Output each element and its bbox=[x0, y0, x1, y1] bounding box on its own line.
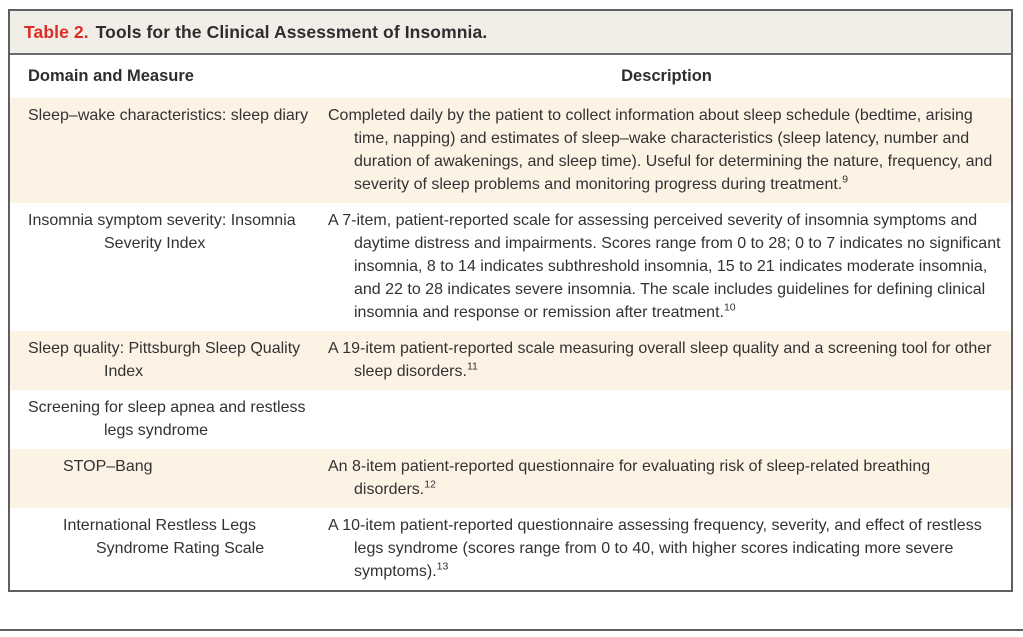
reference-number: 12 bbox=[424, 478, 436, 491]
description-cell bbox=[320, 203, 1011, 331]
table-row-insomnia-severity-index bbox=[10, 203, 1011, 331]
domain-cell: Screening for sleep apnea and restless legs syndrome bbox=[28, 399, 306, 439]
description-cell bbox=[320, 98, 1011, 203]
table-number-label: Table 2. bbox=[24, 21, 89, 42]
bottom-double-rule bbox=[0, 629, 1023, 631]
domain-cell: Insomnia symptom severity: Insomnia Severity Index bbox=[28, 212, 296, 252]
domain-cell: STOP–Bang bbox=[63, 458, 153, 475]
table-body bbox=[10, 98, 1011, 590]
table-row-sleep-diary bbox=[10, 98, 1011, 203]
table-row-irls-rating-scale bbox=[10, 508, 1011, 590]
domain-cell: International Restless Legs Syndrome Rating Scale bbox=[63, 517, 265, 557]
table-row-stop-bang bbox=[10, 449, 1011, 508]
reference-number: 13 bbox=[436, 560, 449, 573]
column-header-description: Description bbox=[621, 67, 712, 85]
table-row-pittsburgh-sleep-quality-index bbox=[10, 331, 1011, 390]
reference-number: 11 bbox=[466, 360, 478, 373]
column-header-domain-and-measure: Domain and Measure bbox=[28, 67, 194, 85]
table-title-bar bbox=[10, 11, 1011, 55]
description-text: Completed daily by the patient to collect information about sleep schedule (bedtime, arising time, napping) and estimates of sleep–wake characteristics (sleep latency, number and duration of awakenings, and sleep time). Useful for determining the nature, frequency, and severity of sleep problems and monitoring progress during treatment. bbox=[328, 107, 993, 193]
table-title-text: Tools for the Clinical Assessment of Insomnia. bbox=[95, 21, 488, 42]
domain-cell: Sleep–wake characteristics: sleep diary bbox=[28, 107, 309, 124]
reference-number: 9 bbox=[842, 173, 849, 186]
table-2-insomnia-assessment bbox=[8, 9, 1013, 592]
reference-number: 10 bbox=[723, 301, 736, 314]
column-header-row bbox=[10, 55, 1011, 98]
description-cell bbox=[320, 449, 1011, 508]
domain-cell: Sleep quality: Pittsburgh Sleep Quality Index bbox=[28, 340, 301, 380]
description-text: An 8-item patient-reported questionnaire for evaluating risk of sleep-related breathing disorders. bbox=[328, 458, 931, 498]
description-text: A 10-item patient-reported questionnaire assessing frequency, severity, and effect of restless legs syndrome (scores range from 0 to 40, with higher scores indicating more severe symptoms). bbox=[328, 517, 982, 580]
table-row-screening-apnea-rls bbox=[10, 390, 1011, 449]
description-cell bbox=[320, 508, 1011, 590]
description-cell bbox=[320, 331, 1011, 390]
description-text: A 7-item, patient-reported scale for assessing perceived severity of insomnia symptoms and daytime distress and impairments. Scores range from 0 to 28; 0 to 7 indicates no significant insomnia, 8 to 14 indicates subthreshold insomnia, 15 to 21 indicates moderate insomnia, and 22 to 28 indicates severe insomnia. The scale includes guidelines for defining clinical insomnia and response or remission after treatment. bbox=[328, 212, 1001, 321]
description-text: A 19-item patient-reported scale measuring overall sleep quality and a screening tool for other sleep disorders. bbox=[328, 340, 992, 380]
